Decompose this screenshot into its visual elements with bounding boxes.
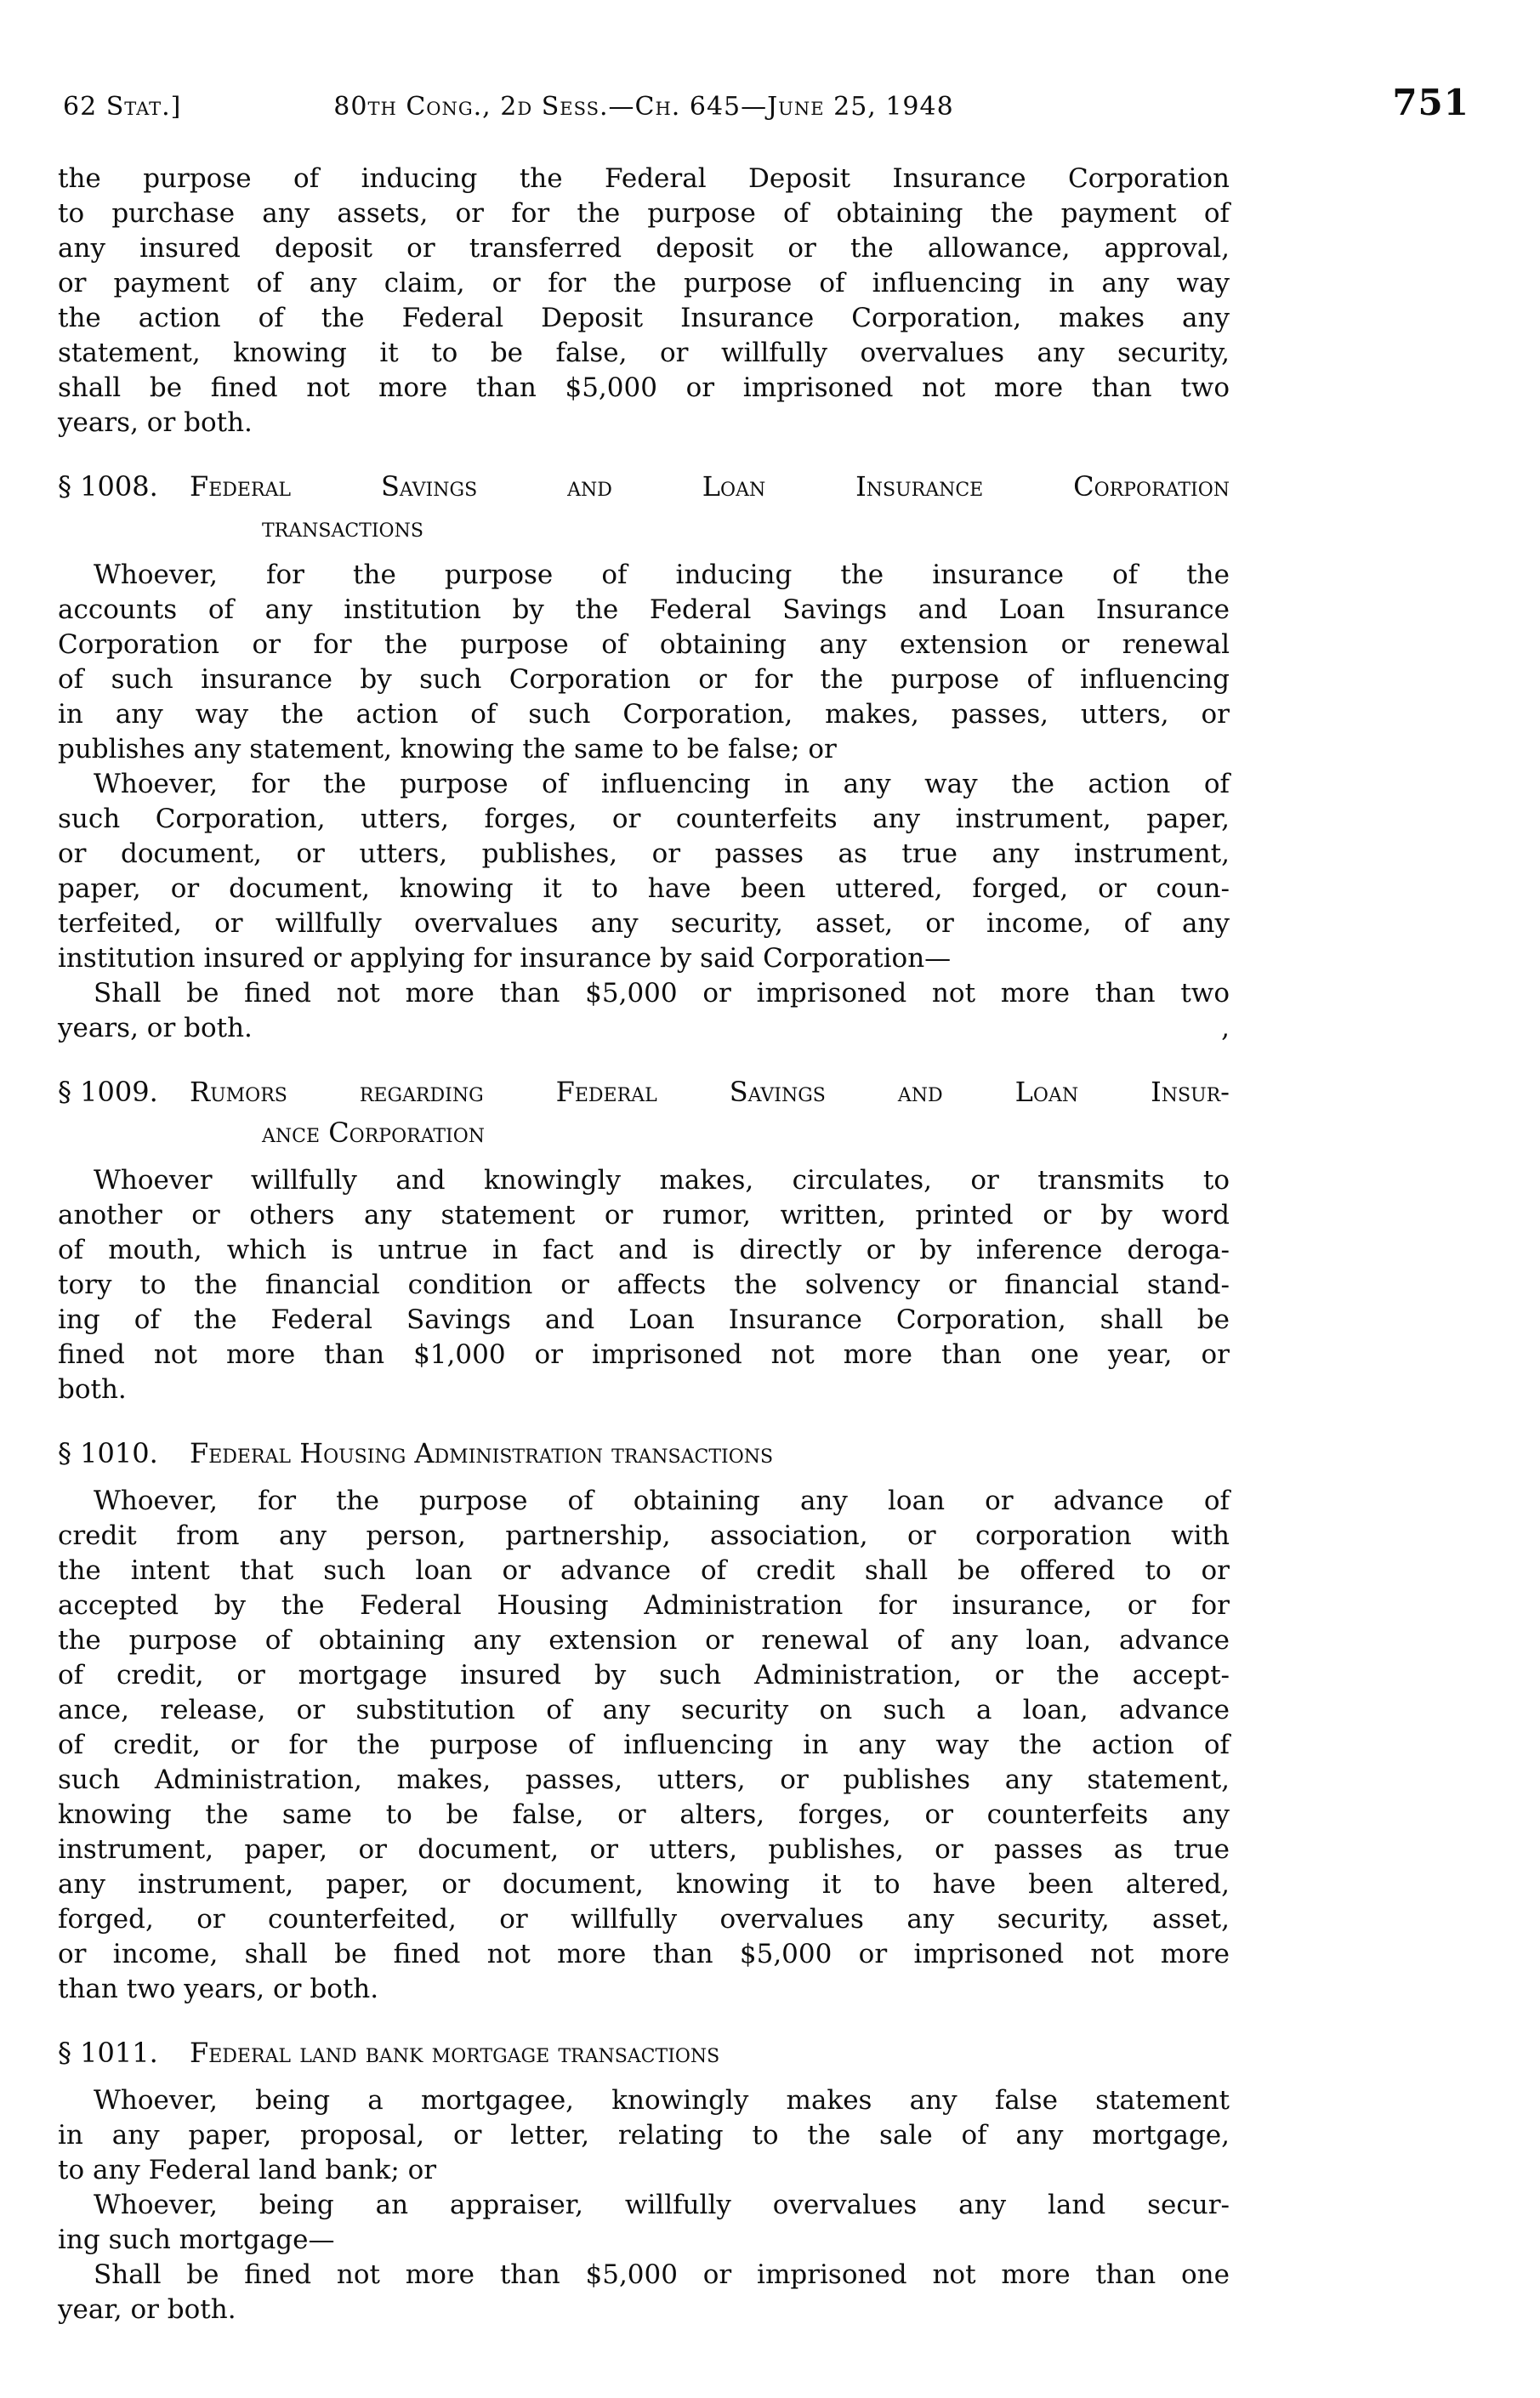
text-line: credit from any person, partnership, association, or corporation with xyxy=(58,1520,1230,1551)
paragraph xyxy=(58,2083,1230,2188)
text-line: or income, shall be fined not more than $5,000 or imprisoned not more xyxy=(58,1939,1230,1969)
text-line: ing of the Federal Savings and Loan Insurance Corporation, shall be xyxy=(58,1304,1230,1335)
text-line: the intent that such loan or advance of credit shall be offered to or xyxy=(58,1555,1230,1586)
text-line: forged, or counterfeited, or willfully overvalues any security, asset, xyxy=(58,1904,1230,1935)
section-heading xyxy=(58,1433,1230,1474)
section-number: § 1010. xyxy=(58,1437,158,1469)
text-line: of credit, or mortgage insured by such Administration, or the accept- xyxy=(58,1660,1230,1691)
text-line: or payment of any claim, or for the purpose of influencing in any way xyxy=(58,268,1230,298)
text-line: the action of the Federal Deposit Insurance Corporation, makes any xyxy=(58,303,1230,333)
text-line: the purpose of obtaining any extension or renewal of any loan, advance xyxy=(58,1625,1230,1656)
text-line: to purchase any assets, or for the purpose of obtaining the payment of xyxy=(58,198,1230,229)
text-column xyxy=(58,82,1469,2327)
text-line: any instrument, paper, or document, knowing it to have been altered, xyxy=(58,1869,1230,1900)
text-line: Shall be fined not more than $5,000 or imprisoned not more than one xyxy=(94,2259,1230,2290)
text-line: to any Federal land bank; or xyxy=(58,2155,437,2185)
text-line: tory to the financial condition or affects the solvency or financial stand- xyxy=(58,1270,1230,1300)
section-heading xyxy=(58,1071,1230,1153)
text-line: or document, or utters, publishes, or passes as true any instrument, xyxy=(58,838,1230,869)
section-heading xyxy=(58,466,1230,548)
text-line: another or others any statement or rumor, written, printed or by word xyxy=(58,1200,1230,1230)
section-number: § 1008. xyxy=(58,470,158,503)
text-line: ing such mortgage— xyxy=(58,2225,335,2255)
text-line: Whoever, for the purpose of obtaining any loan or advance of xyxy=(94,1486,1230,1516)
text-line: of mouth, which is untrue in fact and is directly or by inference deroga- xyxy=(58,1235,1230,1265)
text-line: Whoever willfully and knowingly makes, circulates, or transmits to xyxy=(94,1165,1230,1196)
text-line: years, or both. xyxy=(58,407,253,438)
text-line: Whoever, being an appraiser, willfully overvalues any land secur- xyxy=(94,2190,1230,2220)
text-line: statement, knowing it to be false, or willfully overvalues any security, xyxy=(58,338,1230,368)
section-heading-row xyxy=(58,466,1230,507)
paragraph xyxy=(58,2258,1230,2327)
section-heading-row xyxy=(58,1433,1230,1474)
text-line: year, or both. xyxy=(58,2294,236,2325)
text-line: paper, or document, knowing it to have been uttered, forged, or coun- xyxy=(58,873,1230,904)
text-line: Whoever, for the purpose of inducing the insurance of the xyxy=(94,560,1230,590)
text-line: Shall be fined not more than $5,000 or imprisoned not more than two xyxy=(94,978,1230,1009)
text-line: than two years, or both. xyxy=(58,1974,379,2004)
text-line: publishes any statement, knowing the same to be false; or xyxy=(58,734,837,764)
text-line: shall be fined not more than $5,000 or imprisoned not more than two xyxy=(58,372,1230,403)
statute-body xyxy=(58,162,1230,2327)
section-heading-row xyxy=(58,1071,1230,1112)
text-line: any insured deposit or transferred deposit or the allowance, approval, xyxy=(58,233,1230,264)
text-line: terfeited, or willfully overvalues any security, asset, or income, of any xyxy=(58,908,1230,939)
text-line: in any way the action of such Corporation, makes, passes, utters, or xyxy=(58,699,1230,730)
paragraph xyxy=(58,1163,1230,1407)
text-line: such Administration, makes, passes, utters, or publishes any statement, xyxy=(58,1764,1230,1795)
running-header xyxy=(58,82,1469,126)
text-line: Whoever, being a mortgagee, knowingly makes any false statement xyxy=(94,2085,1230,2116)
text-line: years, or both. , xyxy=(58,1011,1230,1046)
text-line: of such insurance by such Corporation or for the purpose of influencing xyxy=(58,664,1230,695)
text-line: accepted by the Federal Housing Administration for insurance, or for xyxy=(58,1590,1230,1621)
header-citation: 80th Cong., 2d Sess.—Ch. 645—June 25, 1948 xyxy=(333,92,954,122)
text-line: ance, release, or substitution of any security on such a loan, advance xyxy=(58,1695,1230,1725)
text-line: instrument, paper, or document, or utters, publishes, or passes as true xyxy=(58,1834,1230,1865)
text-line: both. xyxy=(58,1374,127,1405)
text-line: such Corporation, utters, forges, or counterfeits any instrument, paper, xyxy=(58,804,1230,834)
section-title: Federal land bank mortgage transactions xyxy=(190,2037,720,2069)
text-line: Whoever, for the purpose of influencing in any way the action of xyxy=(94,769,1230,799)
section-number: § 1009. xyxy=(58,1076,158,1108)
paragraph xyxy=(58,558,1230,767)
page-number: 751 xyxy=(1392,82,1469,123)
text-line: knowing the same to be false, or alters, forges, or counterfeits any xyxy=(58,1799,1230,1830)
section-heading-row xyxy=(58,2032,1230,2073)
section-heading xyxy=(58,2032,1230,2073)
text-line: institution insured or applying for insurance by said Corporation— xyxy=(58,943,952,974)
paragraph xyxy=(58,767,1230,976)
text-line: fined not more than $1,000 or imprisoned not more than one year, or xyxy=(58,1339,1230,1370)
section-title: Federal Housing Administration transactions xyxy=(190,1437,774,1469)
text-line: of credit, or for the purpose of influencing in any way the action of xyxy=(58,1730,1230,1760)
section-title: Federal Savings and Loan Insurance Corporation xyxy=(190,470,1230,503)
paragraph xyxy=(58,976,1230,1046)
paragraph xyxy=(58,162,1230,440)
text-line: Corporation or for the purpose of obtaining any extension or renewal xyxy=(58,629,1230,660)
section-title: Rumors regarding Federal Savings and Loan Insur- xyxy=(190,1076,1230,1108)
text-line: in any paper, proposal, or letter, relating to the sale of any mortgage, xyxy=(58,2120,1230,2151)
section-number: § 1011. xyxy=(58,2037,158,2069)
paragraph xyxy=(58,1484,1230,2007)
stat-volume-label: 62 Stat.] xyxy=(63,92,182,122)
text-line: accounts of any institution by the Federal Savings and Loan Insurance xyxy=(58,594,1230,625)
section-title-continuation: transactions xyxy=(262,511,423,543)
section-title-continuation: ance Corporation xyxy=(262,1117,486,1149)
scan-artifact: , xyxy=(1221,1013,1230,1043)
text-line: the purpose of inducing the Federal Deposit Insurance Corporation xyxy=(58,163,1230,194)
paragraph xyxy=(58,2188,1230,2258)
